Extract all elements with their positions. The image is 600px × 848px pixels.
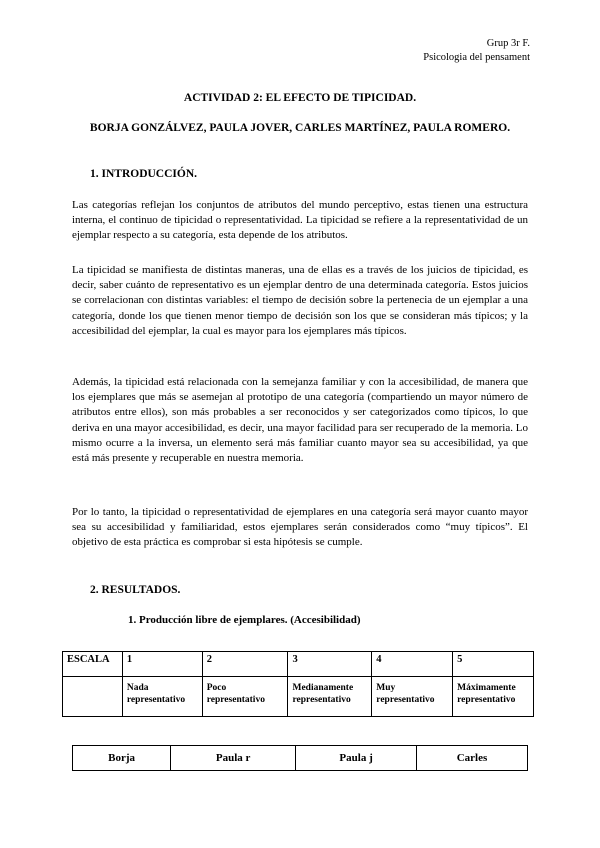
participants-table [72, 745, 528, 771]
paragraph-2: La tipicidad se manifiesta de distintas maneras, una de ellas es a través de los juicios de tipicidad, es decir, saber cuánto de representativo es un ejemplar dentro de una determinada categoría. Estos juicios se correlacionan con distintas variables: el tiempo de decisión sobre la pertenecia de un ejemplar a una categoría, donde los que tienen menor tiempo de decisión son los que se consideran más típicos; y la accesibilidad del ejemplar, la cual es mayor para los ejemplares más típicos. [72, 264, 528, 337]
participant-paula-j: Paula j [296, 746, 417, 771]
participant-carles: Carles [416, 746, 527, 771]
header-course: Psicologia del pensament [423, 52, 530, 63]
participants-row [73, 746, 528, 771]
scale-table [62, 651, 534, 717]
scale-number-2: 2 [202, 652, 288, 677]
scale-description-3: Medianamente representativo [288, 677, 372, 717]
scale-number-4: 4 [372, 652, 453, 677]
scale-description-4: Muy representativo [372, 677, 453, 717]
scale-empty-cell [63, 677, 123, 717]
document-title: ACTIVIDAD 2: EL EFECTO DE TIPICIDAD. [183, 92, 417, 104]
section-heading-results: 2. RESULTADOS. [90, 584, 181, 596]
section-heading-introduction: 1. INTRODUCCIÓN. [90, 168, 198, 180]
subsection-heading-accessibility: 1. Producción libre de ejemplares. (Accesibilidad) [128, 614, 361, 626]
scale-number-3: 3 [288, 652, 372, 677]
paragraph-3: Además, la tipicidad está relacionada con la semejanza familiar y con la accesibilidad, de manera que los ejemplares que más se asemejan al prototipo de una categoría (compartiendo un mayor número de atributos entre ellos), son más probables a ser reconocidos y ser categorizados como típicos, lo que deriva en una mayor accesibilidad, es decir, una mayor facilidad para ser recuperado de la memoria. Lo mismo ocurre a la inversa, un elemento será más familiar cuanto mayor sea su accesibilidad, ya que está más presente y recuperable en nuestra memoria. [72, 376, 528, 465]
paragraph-1: Las categorías reflejan los conjuntos de atributos del mundo perceptivo, estas tienen una estructura interna, el continuo de tipicidad o representatividad. La tipicidad se refiere a la representatividad de un ejemplar respecto a su categoría, esta depende de los atributos. [72, 199, 528, 242]
scale-row-numbers [63, 652, 534, 677]
header-group: Grup 3r F. [486, 38, 530, 49]
scale-number-5: 5 [453, 652, 534, 677]
scale-description-2: Poco representativo [202, 677, 288, 717]
scale-description-1: Nada representativo [122, 677, 202, 717]
scale-number-1: 1 [122, 652, 202, 677]
authors-line: BORJA GONZÁLVEZ, PAULA JOVER, CARLES MARTÍNEZ, PAULA ROMERO. [89, 122, 511, 134]
participant-paula-r: Paula r [171, 746, 296, 771]
scale-label: ESCALA [63, 652, 123, 677]
scale-row-descriptions [63, 677, 534, 717]
participant-borja: Borja [73, 746, 171, 771]
paragraph-4: Por lo tanto, la tipicidad o representatividad de ejemplares en una categoría será mayor cuanto mayor sea su accesibilidad y familiaridad, estos ejemplares serán considerados como “muy típicos”. El objetivo de esta práctica es comprobar si esta hipótesis se cumple. [72, 506, 528, 549]
scale-description-5: Máximamente representativo [453, 677, 534, 717]
